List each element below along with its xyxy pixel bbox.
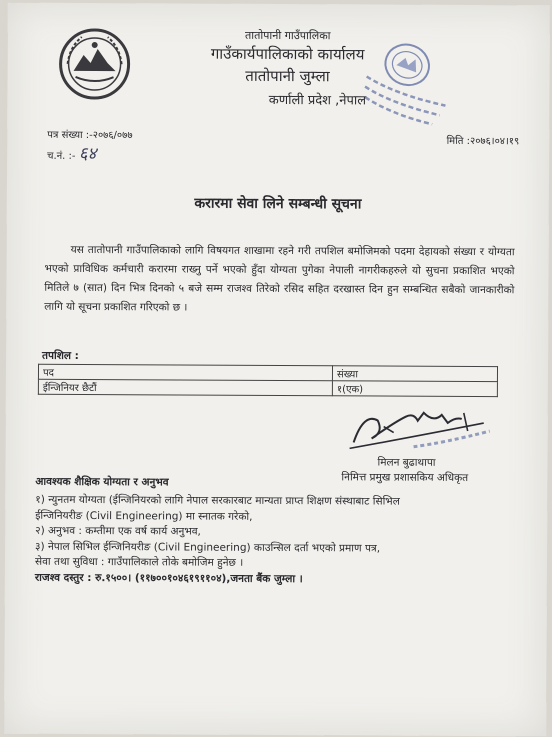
letter-number: पत्र संख्या :-२०७६/०७७ <box>47 129 133 142</box>
dispatch-value: ६४ <box>78 143 97 165</box>
qualifications-list <box>35 493 515 589</box>
post-cell: ईन्जिनियर छैटौं <box>38 379 332 396</box>
table-row <box>38 379 497 396</box>
signatory-title: निमित्त प्रमुख प्रशासकिय अधिकृत <box>341 471 469 485</box>
revenue-fee: राजश्व दस्तुर : रु.१५००। (११७००१०४६१९११०४),जनता बैंक जुम्ला । <box>34 571 303 585</box>
document-page <box>4 3 550 737</box>
list-item: सेवा तथा सुविधा : गाउँपालिकाले तोके बमोजिम हुनेछ । <box>34 555 244 569</box>
details-label: तपशिल : <box>42 349 79 362</box>
signatory-name: मिलन बुढाथापा <box>377 456 436 469</box>
dispatch-number <box>47 141 96 164</box>
notice-body: यस तातोपानी गाउँपालिकाको लागि विषयगत शाखामा रहने गरी तपशिल बमोजिमको पदमा देहायको संख्या र योग्यता भएको प्राविधिक कर्मचारी करारमा राख्नु पर्ने भएको हुँदा योग्यता पुगेका नेपाली नागरीकहरुले यो सुचना प्रकाशित भएको मितिले ७ (सात) दिन भित्र दिनको ५ बजे सम्म राजश्व तिरेको रसिद सहित दरखास्त दिन हुन सम्बन्धित सबैको जानकारीको लागि यो सूचना प्रकाशित गरिएको छ । <box>44 243 515 314</box>
office-name: गाउँकार्यपालिकाको कार्यालय <box>210 44 365 64</box>
list-item: १) न्युनतम योग्यता (ईन्जिनियरको लागि नेपाल सरकारबाट मान्यता प्राप्त शिक्षण संस्थाबाट सिभिल <box>35 493 400 508</box>
office-location: तातोपानी जुम्ला <box>245 66 330 86</box>
count-header: संख्या <box>332 366 497 382</box>
notice-subject: करारमा सेवा लिने सम्बन्धी सूचना <box>194 195 362 213</box>
list-item: ३) नेपाल सिभिल ईन्जिनियरीङ (Civil Engineering) काउन्सिल दर्ता भएको प्रमाण पत्र, <box>35 540 381 555</box>
position-table <box>38 364 498 397</box>
handwritten-signature <box>344 402 494 459</box>
province-address: कर्णाली प्रदेश ,नेपाल <box>268 92 367 109</box>
date: मिति :२०७६।०४।१९ <box>446 135 520 148</box>
post-header: पद <box>38 364 332 381</box>
qualifications-heading: आवश्यक शैक्षिक योग्यता र अनुभव <box>35 475 169 489</box>
dispatch-label: च.नं. :- <box>47 150 76 162</box>
nepal-government-emblem-icon <box>57 27 131 101</box>
municipality-name: तातोपानी गाउँपालिका <box>244 28 331 43</box>
list-item: ईन्जिनियरीङ (Civil Engineering) मा स्नातक गरेको, <box>35 509 253 523</box>
list-item: २) अनुभव : कम्तीमा एक वर्ष कार्य अनुभव, <box>35 524 201 538</box>
count-cell: १(एक) <box>332 381 497 397</box>
